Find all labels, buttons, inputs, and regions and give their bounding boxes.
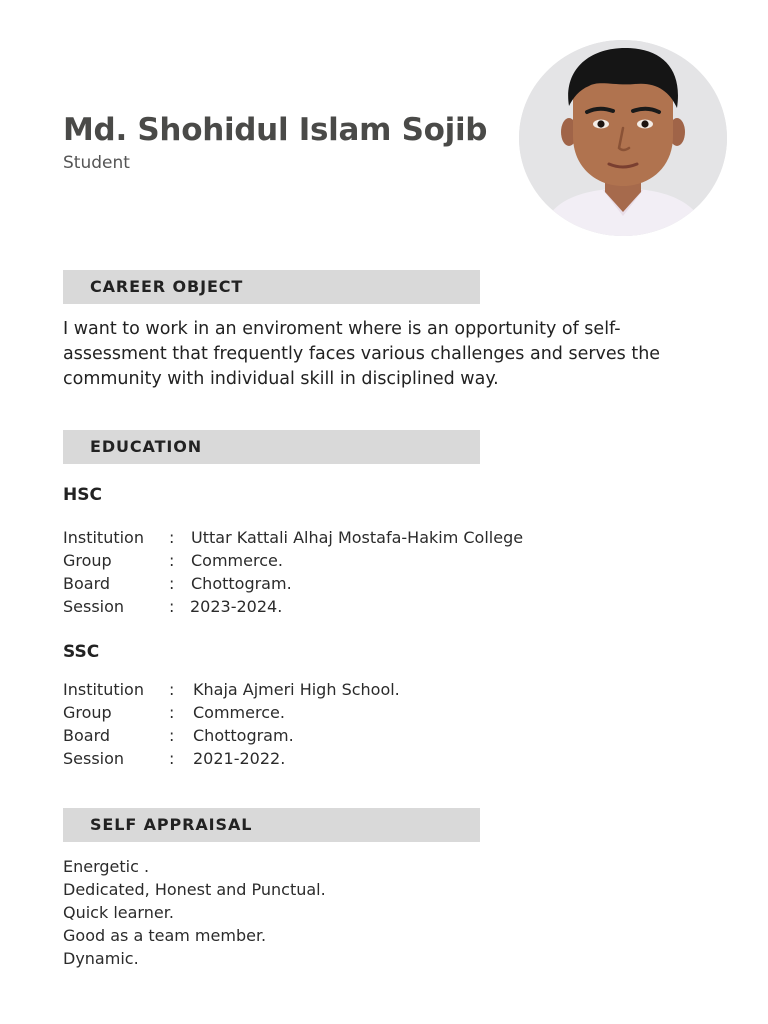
education-section-header: [63, 430, 480, 464]
appraisal-item: Dedicated, Honest and Punctual.: [63, 880, 326, 899]
portrait-illustration: [519, 40, 727, 236]
separator: :: [169, 528, 175, 547]
self-appraisal-list: [63, 855, 326, 970]
hsc-session-label: Session: [63, 597, 125, 616]
hsc-institution-value: Uttar Kattali Alhaj Mostafa-Hakim College: [191, 528, 524, 547]
ssc-heading: SSC: [63, 642, 100, 662]
appraisal-item: Dynamic.: [63, 949, 139, 968]
career-section-title: CAREER OBJECT: [90, 277, 244, 296]
hsc-institution-label: Institution: [63, 528, 144, 547]
hsc-group-label: Group: [63, 551, 112, 570]
ssc-session-value: 2021-2022.: [193, 749, 286, 768]
candidate-name: Md. Shohidul Islam Sojib: [63, 112, 488, 148]
ssc-group-label: Group: [63, 703, 112, 722]
separator: :: [169, 726, 175, 745]
ssc-session-label: Session: [63, 749, 125, 768]
appraisal-item: Quick learner.: [63, 903, 174, 922]
ssc-board-value: Chottogram.: [193, 726, 294, 745]
education-section-title: EDUCATION: [90, 437, 203, 456]
separator: :: [169, 703, 175, 722]
appraisal-item: Energetic .: [63, 857, 150, 876]
separator: :: [169, 551, 175, 570]
self-appraisal-section-title: SELF APPRAISAL: [90, 815, 253, 834]
ssc-institution-value: Khaja Ajmeri High School.: [193, 680, 400, 699]
appraisal-item: Good as a team member.: [63, 926, 267, 945]
career-section-header: [63, 270, 480, 304]
separator: :: [169, 597, 175, 616]
hsc-heading: HSC: [63, 485, 102, 505]
separator: :: [169, 749, 175, 768]
self-appraisal-section-header: [63, 808, 480, 842]
ssc-institution-label: Institution: [63, 680, 144, 699]
separator: :: [169, 574, 175, 593]
profile-photo: [519, 40, 727, 236]
candidate-role: Student: [63, 153, 130, 173]
hsc-board-label: Board: [63, 574, 111, 593]
hsc-session-value: 2023-2024.: [190, 597, 283, 616]
separator: :: [169, 680, 175, 699]
ssc-group-value: Commerce.: [193, 703, 285, 722]
hsc-board-value: Chottogram.: [191, 574, 292, 593]
hsc-group-value: Commerce.: [191, 551, 283, 570]
ssc-board-label: Board: [63, 726, 111, 745]
career-objective-text: I want to work in an enviroment where is an opportunity of self-assessment that frequently faces various challenges and serves the community with individual skill in disciplined way.: [63, 319, 661, 389]
